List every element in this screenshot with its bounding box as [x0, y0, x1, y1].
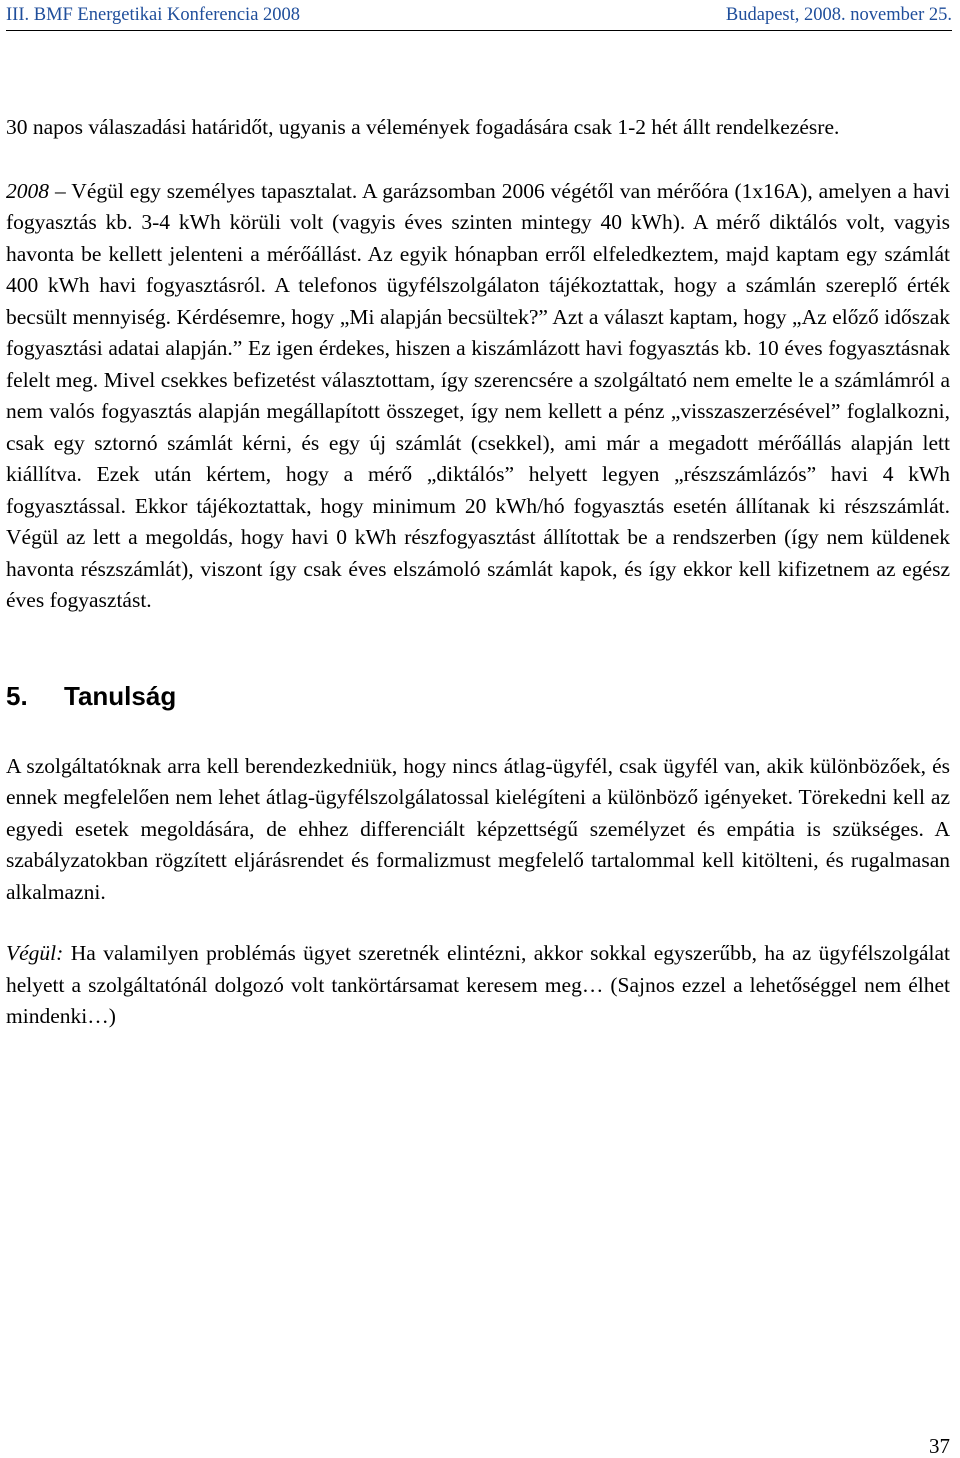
section-number: 5. [6, 680, 28, 711]
conclusion-text: Ha valamilyen problémás ügyet szeretnék elintézni, akkor sokkal egyszerűbb, ha az ügyfélszolgálat helyett a szolgáltatónál dolgozó volt tankörtársamat keresem meg… (Sajnos ezzel a lehetőséggel nem élhet mindenki…) [6, 941, 950, 1028]
paragraph-conclusion [6, 938, 950, 1033]
paragraph-deadline: 30 napos válaszadási határidőt, ugyanis a vélemények fogadására csak 1-2 hét állt rendelkezésre. [6, 115, 840, 139]
page-content [6, 112, 950, 1033]
year-label: 2008 [6, 178, 49, 203]
conference-title: III. BMF Energetikai Konferencia 2008 [6, 5, 301, 25]
page-header [6, 2, 952, 31]
section-heading [6, 679, 950, 713]
paragraph-lesson: A szolgáltatóknak arra kell berendezkedniük, hogy nincs átlag-ügyfél, csak ügyfél van, akik különbözőek, és ennek megfelelően nem lehet átlag-ügyfélszolgálatossal kielégíteni a különböző igényeket. Törekedni kell az egyedi esetek megoldására, de ehhez differenciált képzettségű személyzet és empátia is szükséges. A szabályzatokban rögzített eljárásrendet és formalizmust megfelelő tartalommal kell kitölteni, és rugalmasan alkalmazni. [6, 753, 950, 904]
section-title: Tanulság [64, 680, 177, 711]
personal-experience-text: – Végül egy személyes tapasztalat. A garázsomban 2006 végétől van mérőóra (1x16A), amelyen a havi fogyasztás kb. 3-4 kWh körüli volt (vagyis éves szinten mintegy 40 kWh). A mérő diktálós volt, vagyis havonta be kellett jelenteni a mérőállást. Az egyik hónapban erről elfeledkeztem, majd kaptam egy számlát 400 kWh havi fogyasztásról. A telefonos ügyfélszolgálaton tájékoztattak, hogy a számlán szereplő érték becsült mennyiség. Kérdésemre, hogy „Mi alapján becsültek?” Azt a választ kaptam, hogy „Az előző időszak fogyasztási adatai alapján.” Ez igen érdekes, hiszen a kiszámlázott havi fogyasztás kb. 10 éves fogyasztásnak felelt meg. Mivel csekkes befizetést választottam, így szerencsére a szolgáltató nem emelte le a számlámról a nem valós fogyasztás alapján megállapított összeget, így nem kellett a pénz „visszaszerzésével” foglalkozni, csak egy sztornó számlát kérni, és egy új számlát (csekkel), ami már a megadott mérőállás alapján lett kiállítva. Ezek után kértem, hogy a mérő „diktálós” helyett legyen „részszámlázós” havi 4 kWh fogyasztással. Ekkor tájékoztattak, hogy minimum 20 kWh/hó fogyasztás esetén állítanak ki részszámlát. Végül az lett a megoldás, hogy havi 0 kWh részfogyasztást állítottak be a rendszerben (így nem küldenek havonta részszámlát), viszont így csak éves elszámoló számlát kapok, és így ekkor kell kifizetnem az egész éves fogyasztást. [6, 178, 950, 612]
conference-place-date: Budapest, 2008. november 25. [725, 5, 952, 25]
conclusion-label: Végül: [6, 941, 64, 965]
paragraph-personal-experience [6, 176, 950, 617]
page-number: 37 [929, 1434, 950, 1458]
